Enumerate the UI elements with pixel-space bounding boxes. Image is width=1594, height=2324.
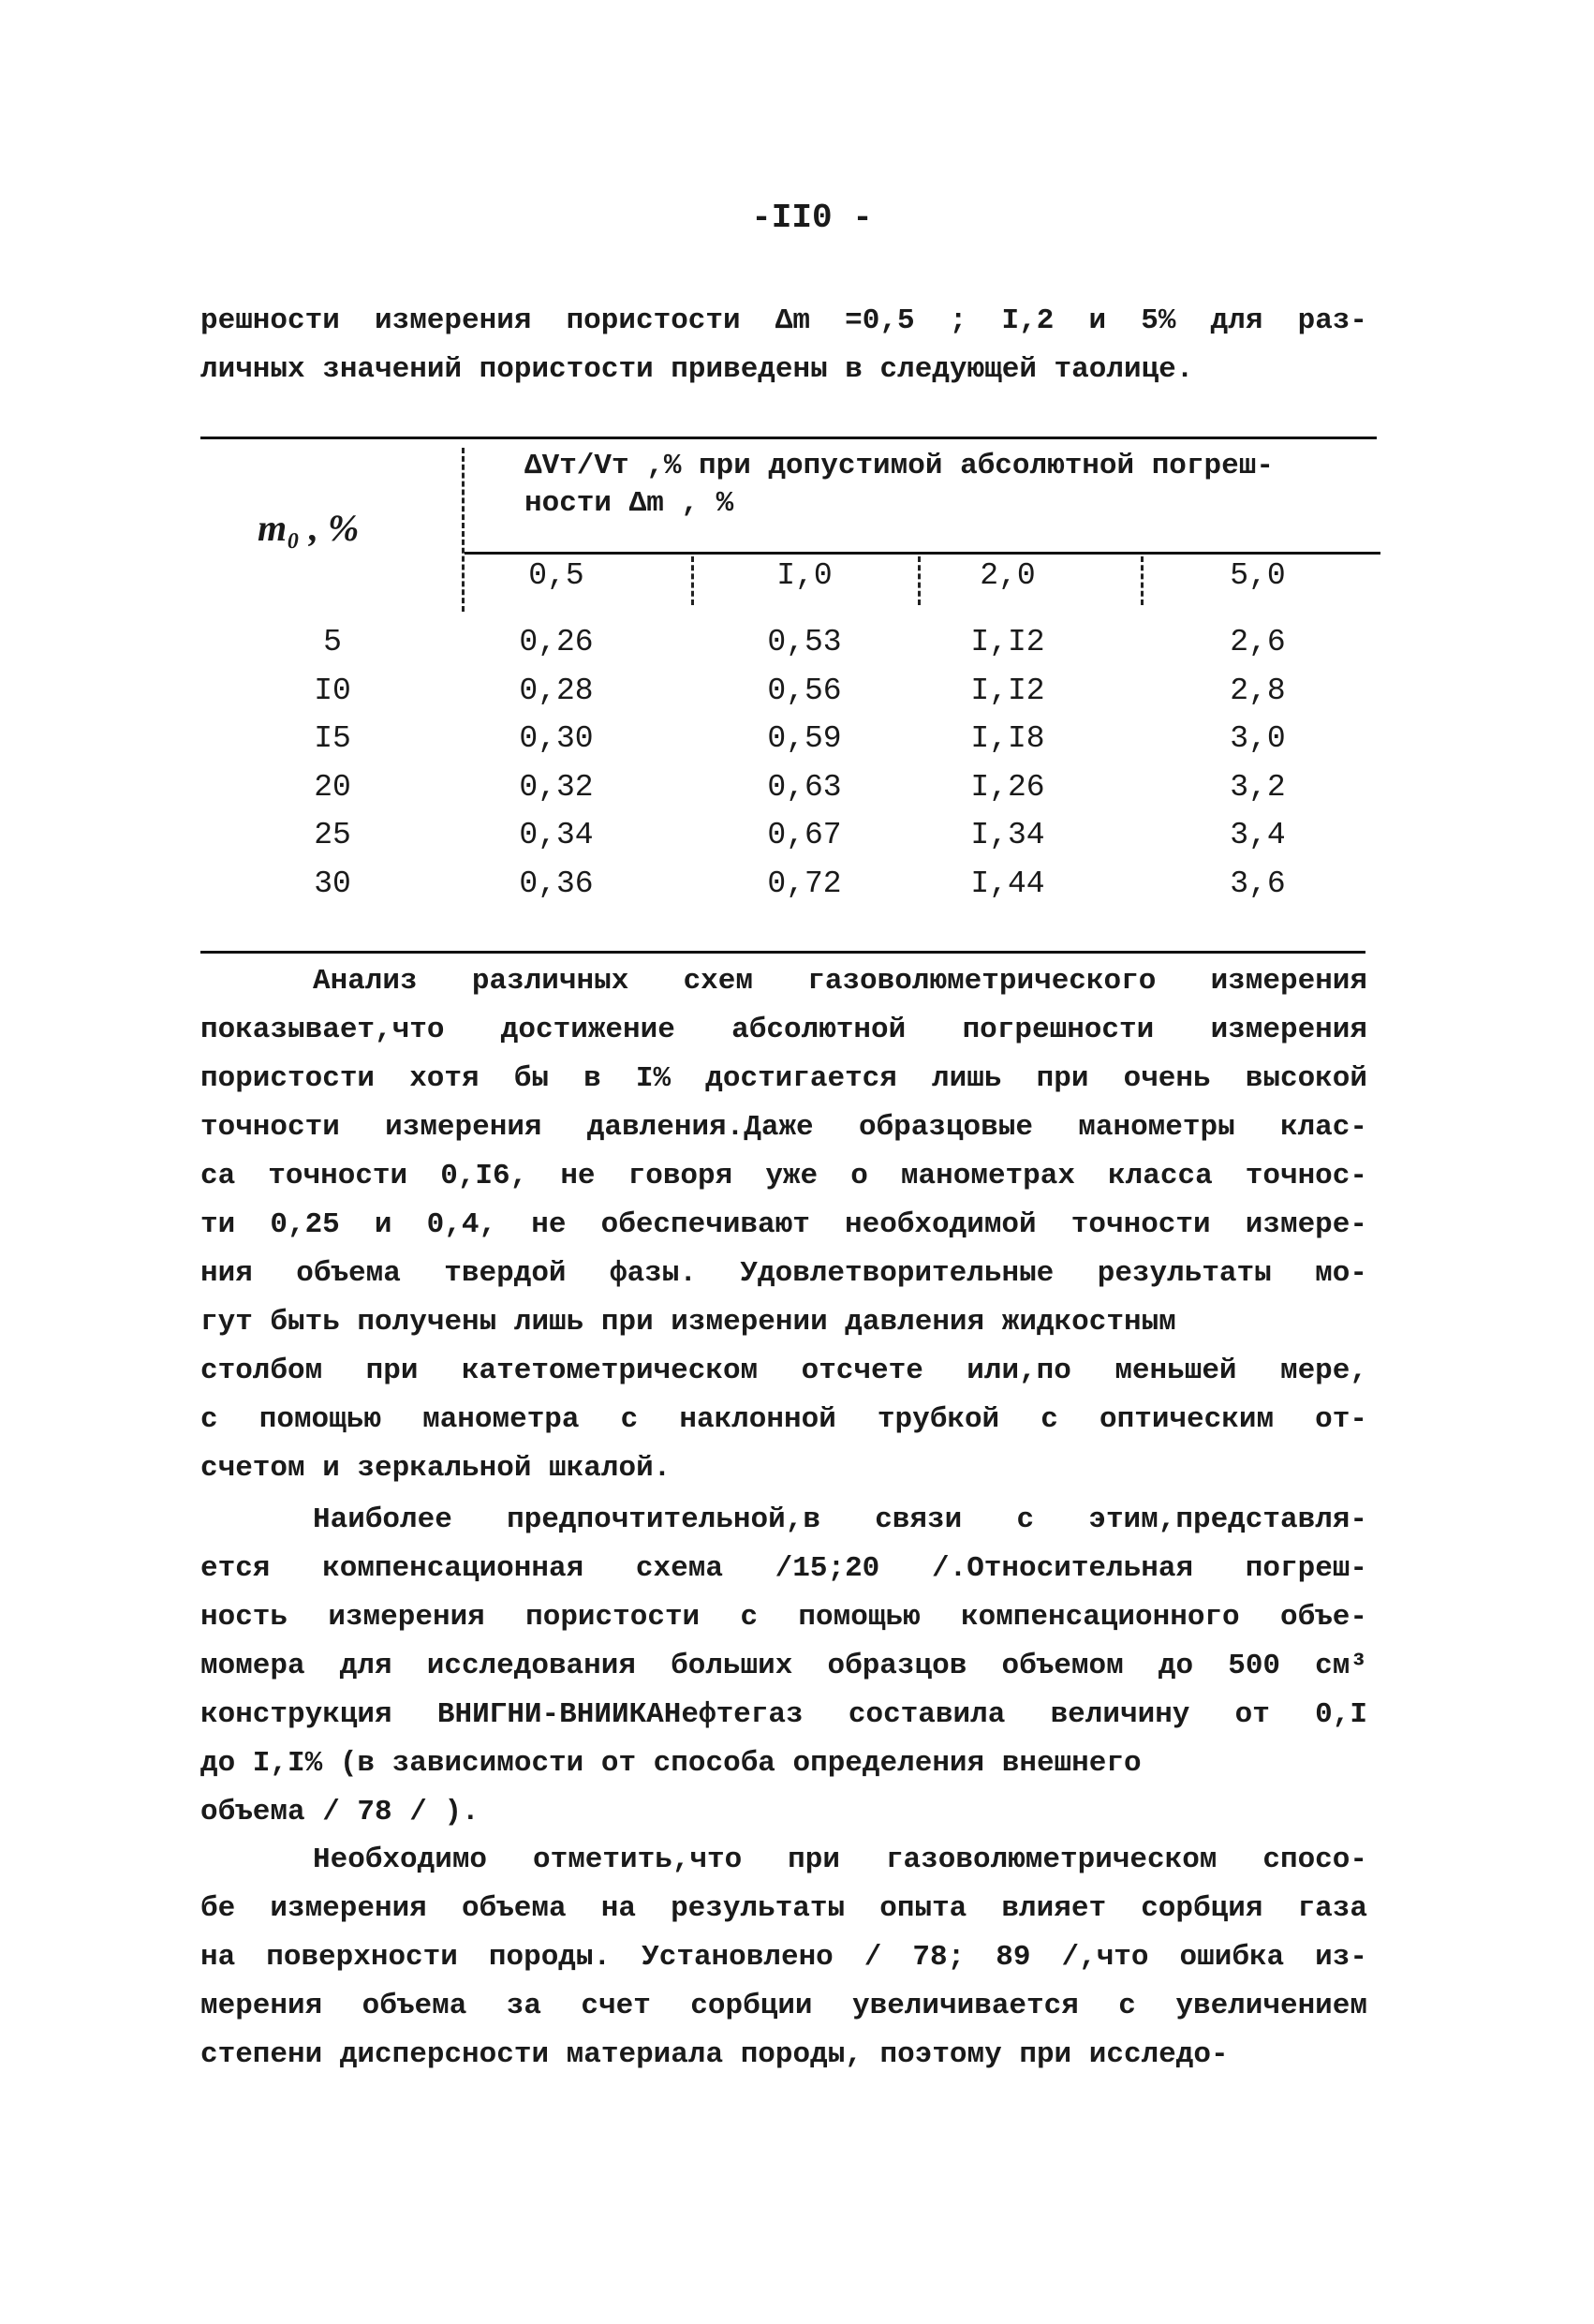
subheader-rule	[465, 552, 1380, 555]
text-line: решности измерения пористости Δm =0,5 ; I,2 и 5% для раз-	[200, 304, 1367, 337]
text-line: са точности 0,I6, не говоря уже о манометрах класса точнос-	[200, 1160, 1367, 1192]
value-cell: I,34	[970, 818, 1045, 852]
text-line: с помощью манометра с наклонной трубкой с оптическим от-	[200, 1403, 1367, 1436]
porosity-cell: I0	[314, 673, 351, 708]
value-cell: 3,4	[1230, 818, 1286, 852]
porosity-cell: 20	[314, 769, 351, 805]
text-line: ность измерения пористости с помощью компенсационного объе-	[200, 1601, 1367, 1634]
value-cell: I,I2	[970, 625, 1045, 659]
porosity-cell: I5	[314, 721, 351, 756]
value-cell: I,I8	[970, 721, 1045, 756]
value-cell: 0,72	[767, 866, 842, 901]
value-cell: 0,28	[519, 673, 594, 708]
value-cell: 0,63	[767, 769, 842, 805]
value-cell: I,26	[970, 769, 1045, 805]
value-cell: I,44	[970, 866, 1045, 901]
value-cell: 2,6	[1230, 625, 1286, 659]
text-line: ти 0,25 и 0,4, не обеспечивают необходимой точности измере-	[200, 1208, 1367, 1241]
value-cell: 0,26	[519, 625, 594, 659]
group-header-line: ности Δm , %	[524, 487, 734, 520]
text-line: ется компенсационная схема /15;20 /.Относительная погреш-	[200, 1552, 1367, 1585]
table-divider	[1141, 556, 1144, 605]
text-line: счетом и зеркальной шкалой.	[200, 1452, 672, 1485]
page-number: -II0 -	[751, 199, 873, 237]
value-cell: 0,36	[519, 866, 594, 901]
value-cell: 0,34	[519, 818, 594, 852]
body-paragraph	[200, 1836, 1367, 2080]
value-cell: 0,53	[767, 625, 842, 659]
value-cell: 0,32	[519, 769, 594, 805]
column-header: 2,0	[980, 558, 1036, 593]
row-header: m₀ , %	[258, 507, 360, 549]
table-divider	[691, 556, 694, 605]
porosity-cell: 25	[314, 818, 351, 852]
table-bottom-rule	[200, 951, 1365, 954]
text-line: ния объема твердой фазы. Удовлетворительные результаты мо-	[200, 1257, 1367, 1290]
text-line: Анализ различных схем газоволюметрического измерения	[313, 965, 1367, 998]
value-cell: I,I2	[970, 673, 1045, 708]
column-header: 0,5	[528, 558, 584, 593]
value-cell: 3,6	[1230, 866, 1286, 901]
text-line: столбом при катетометрическом отсчете или,по меньшей мере,	[200, 1354, 1367, 1387]
body-paragraph	[200, 1496, 1367, 1837]
text-line: показывает,что достижение абсолютной погрешности измерения	[200, 1014, 1367, 1046]
text-line: Наиболее предпочтительной,в связи с этим,представля-	[313, 1503, 1367, 1536]
text-line: гут быть получены лишь при измерении давления жидкостным	[200, 1306, 1176, 1339]
body-paragraph	[200, 957, 1367, 1493]
group-header	[524, 448, 1274, 523]
value-cell: 3,2	[1230, 769, 1286, 805]
group-header-line: ΔVт/Vт ,% при допустимой абсолютной погреш-	[524, 450, 1274, 482]
table-top-rule	[200, 437, 1377, 439]
text-line: мерения объема за счет сорбции увеличивается с увеличением	[200, 1990, 1367, 2022]
value-cell: 0,30	[519, 721, 594, 756]
text-line: момера для исследования больших образцов объемом до 500 см³	[200, 1650, 1367, 1682]
value-cell: 2,8	[1230, 673, 1286, 708]
intro-paragraph	[200, 297, 1367, 394]
column-header: 5,0	[1230, 558, 1286, 593]
porosity-cell: 30	[314, 866, 351, 901]
text-line: точности измерения давления.Даже образцовые манометры клас-	[200, 1111, 1367, 1144]
text-line: пористости хотя бы в I% достигается лишь при очень высокой	[200, 1062, 1367, 1095]
value-cell: 0,67	[767, 818, 842, 852]
porosity-cell: 5	[323, 625, 342, 659]
text-line: личных значений пористости приведены в следующей таолице.	[200, 353, 1194, 386]
text-line: бе измерения объема на результаты опыта влияет сорбция газа	[200, 1892, 1367, 1925]
text-line: Необходимо отметить,что при газоволюметрическом спосо-	[313, 1843, 1367, 1876]
text-line: конструкция ВНИГНИ-ВНИИКАНефтегаз составила величину от 0,I	[200, 1698, 1367, 1731]
text-line: до I,I% (в зависимости от способа определения внешнего	[200, 1747, 1142, 1780]
text-line: на поверхности породы. Установлено / 78; 89 /,что ошибка из-	[200, 1941, 1367, 1974]
value-cell: 0,56	[767, 673, 842, 708]
value-cell: 3,0	[1230, 721, 1286, 756]
column-header: I,0	[776, 558, 833, 593]
value-cell: 0,59	[767, 721, 842, 756]
text-line: степени дисперсности материала породы, поэтому при исследо-	[200, 2038, 1229, 2071]
text-line: объема / 78 / ).	[200, 1796, 480, 1828]
